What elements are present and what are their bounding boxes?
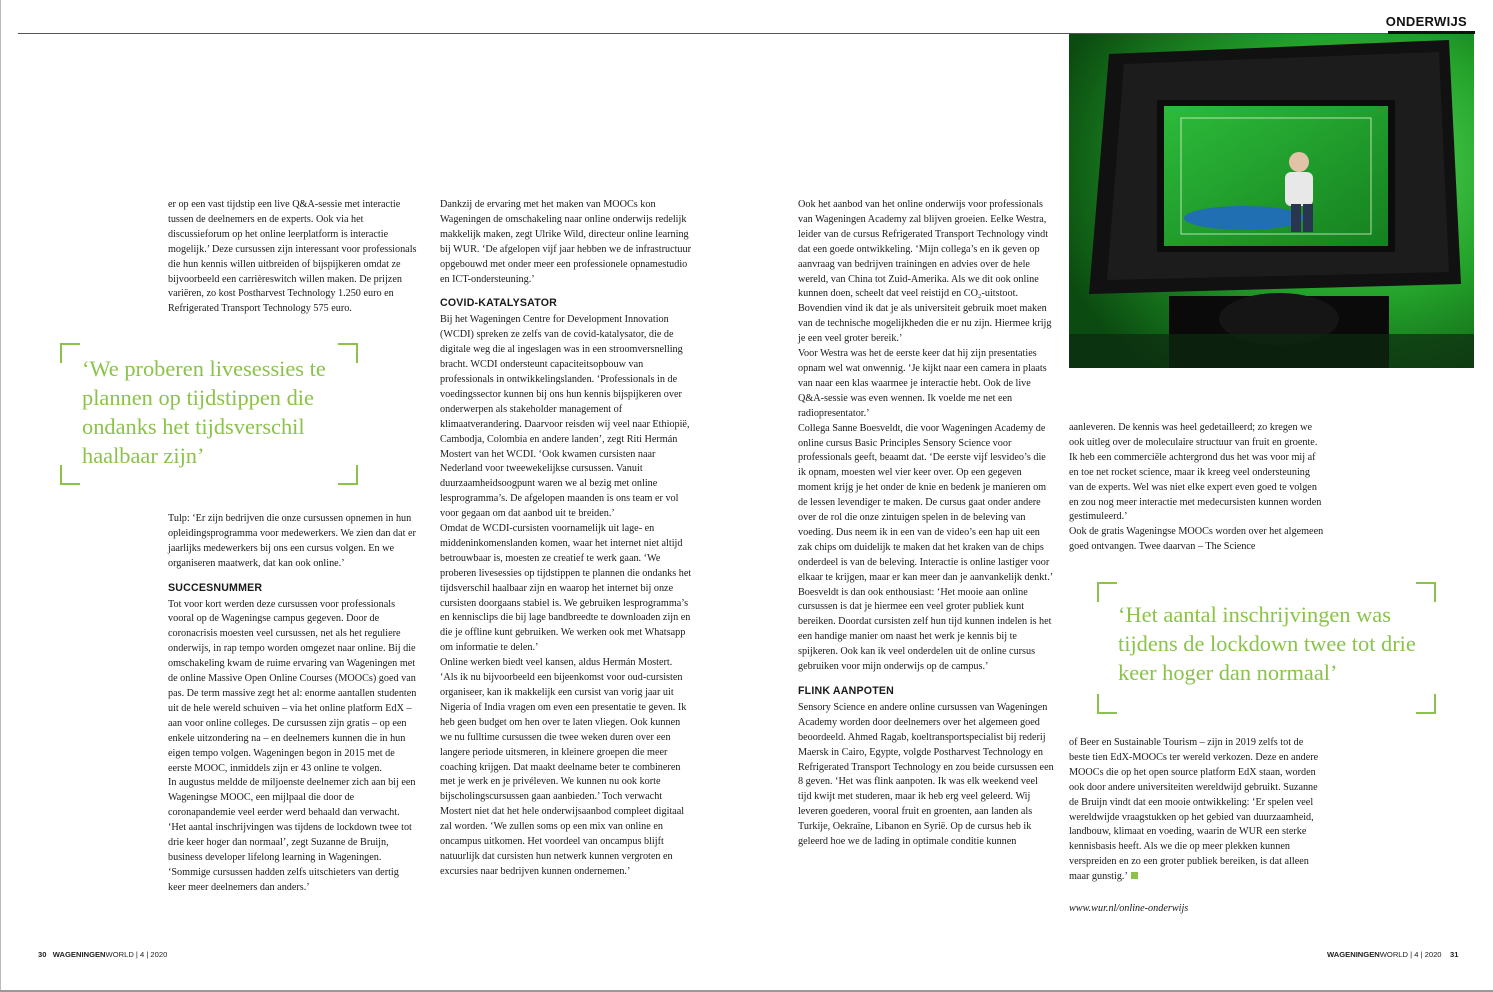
article-url: www.wur.nl/online-onderwijs — [1069, 903, 1189, 914]
paragraph — [1069, 736, 1325, 885]
pullquote-bracket-bottom-left — [60, 465, 80, 485]
page-number: 30 — [38, 950, 47, 959]
paragraph: Collega Sanne Boesveldt, die voor Wageningen Academy de online cursus Basic Principles Sensory Science voor professionals geeft, beaamt dat. ‘De eerste vijf lesvideo’s die ik opnam, moesten wel vier keer over. Op een gegeven moment krijg je het onder de knie en bedenk je manieren om de lessen levendiger te maken. De cursus gaat onder andere over de rol die onze zintuigen spelen in de beleving van voeding. Dus neem ik in een van de video’s een hap uit een zak chips om duidelijk te maken dat het kraken van de chips onderdeel is van de beleving. Interactie is online lastiger voor elkaar te krijgen, maar er kan meer dan je aanvankelijk denkt.’ — [798, 422, 1054, 583]
column-4-top — [1069, 421, 1325, 555]
issue: | 4 | 2020 — [1408, 950, 1442, 959]
magazine-name: WAGENINGEN — [52, 950, 106, 959]
paragraph: Tulp: ‘Er zijn bedrijven die onze cursussen opnemen in hun opleidingsprogramma voor medewerkers. We zien dan dat er jaarlijks medewerkers bij ons een cursus volgen. En we organiseren maatwerk, dat kan ook online.’ — [168, 513, 416, 569]
footer-left — [38, 950, 167, 959]
paragraph: Boesveldt is dan ook enthousiast: ‘Het mooie aan online cursussen is dat je hiermee een veel groter publiek kunt bereiken. Doordat cursisten zelf hun tijd kunnen indelen is het een handige manier om naast het werk je kennis bij te spijkeren. Ook kan ik veel onderdelen uit de online cursus gebruiken voor mijn onderwijs op de campus.’ — [798, 586, 1052, 673]
paragraph: er op een vast tijdstip een live Q&A-sessie met interactie tussen de deelnemers en de experts. Ook via het discussieforum op het online leerplatform is interactie mogelijk.’ Deze cursussen zijn interessant voor professionals die hun kennis willen uitbreiden of bijspijkeren omdat ze bijvoorbeeld een carrièreswitch willen maken. De prijzen variëren, zo kost Postharvest Technology 1.250 euro en Refrigerated Transport Technology 575 euro. — [168, 199, 417, 315]
spread-border-left — [0, 0, 1, 992]
column-3 — [798, 198, 1054, 850]
pullquote-2: ‘Het aantal inschrijvingen was tijdens de lockdown twee tot drie keer hoger dan normaal’ — [1118, 602, 1416, 685]
magazine-name-suffix: WORLD — [1379, 950, 1409, 959]
end-mark-icon — [1131, 872, 1138, 879]
pullquote-bracket-top-right — [1416, 582, 1436, 602]
pullquote-bracket-bottom-left — [1097, 694, 1117, 714]
paragraph: In augustus meldde de miljoenste deelnemer zich aan bij een Wageningse MOOC, een mijlpaal die door de coronapandemie veel eerder werd behaald dan verwacht. ‘Het aantal inschrijvingen was tijdens de lockdown twee tot drie keer hoger dan normaal’, zegt Suzanne de Bruijn, business developer lifelong learning in Wageningen. ‘Sommige cursussen hadden zelfs uitschieters van dertig keer meer deelnemers dan anders.’ — [168, 777, 416, 893]
magazine-name-suffix: WORLD — [105, 950, 134, 959]
column-4-bottom — [1069, 736, 1325, 885]
studio-camera-photo — [1069, 34, 1474, 368]
subheading-flink-aanpoten: FLINK AANPOTEN — [798, 685, 894, 697]
column-1-bottom — [168, 512, 418, 896]
paragraph: Ook de gratis Wageningse MOOCs worden over het algemeen goed ontvangen. Twee daarvan – The Science — [1069, 526, 1324, 553]
paragraph: Sensory Science en andere online cursussen van Wageningen Academy worden door deelnemers over het algemeen goed beoordeeld. Ahmed Ragab, koeltransportspecialist bij rederij Maersk in Cairo, Egypte, volgde Postharvest Technology en Refrigerated Transport Technology en zou beide cursussen een 8 geven. ‘Het was flink aanpoten. Ik was elk weekend veel tijd kwijt met studeren, maar ik heb erg veel geleerd. Wij leveren goederen, vooral fruit en groenten, aan landen als Turkije, Oekraïne, Libanon en Syrië. Op de cursus heb ik geleerd hoe we de lading in optimale conditie kunnen — [798, 701, 1054, 848]
pullquote-bracket-top-left — [60, 343, 80, 363]
paragraph-text: of Beer en Sustainable Tourism – zijn in 2019 zelfs tot de beste tien EdX-MOOCs ter wereld verkozen. Deze en andere MOOCs die op het open source platform EdX staan, worden ook door andere universiteiten wereldwijd gebruikt. Suzanne de Bruijn vindt dat een mooie ontwikkeling: ‘Er spelen veel wereldwijde vraagstukken op het gebied van duurzaamheid, landbouw, klimaat en voeding, waarin de WUR een sterke kennisbasis heeft. Als we die op meer plekken kunnen verspreiden en zo een groter publiek bereiken, is dat alleen maar gunstig.’ — [1069, 737, 1319, 883]
pullquote-bracket-top-left — [1097, 582, 1117, 602]
paragraph: Tot voor kort werden deze cursussen voor professionals vooral op de Wageningse campus gegeven. Door de coronacrisis moesten veel cursussen, net als het reguliere onderwijs, in rap tempo worden omgezet naar online. Bij die omschakeling kwam de ruime ervaring van Wageningen met de online Massive Open Online Courses (MOOCs) goed van pas. De term massive zegt het al: enorme aantallen studenten uit de hele wereld schuiven – via het online platform EdX – aan voor online colleges. De cursussen zijn gratis – op een enkele uitzondering na – en deelnemers kunnen die in hun eigen tempo volgen. Wageningen begon in 2015 met de eerste MOOC, inmiddels zijn er 43 online te volgen. — [168, 598, 417, 774]
subheading-succesnummer: SUCCESNUMMER — [168, 581, 263, 594]
paragraph: Dankzij de ervaring met het maken van MOOCs kon Wageningen de omschakeling naar online onderwijs redelijk makkelijk maken, zegt Ulrike Wild, directeur online learning bij WUR. ‘De afgelopen vijf jaar hebben we de infrastructuur opgebouwd met onder meer een professionele opnamestudio en ICT-ondersteuning.’ — [440, 199, 692, 285]
camera-monitor-illustration — [1069, 34, 1474, 368]
paragraph: Omdat de WCDI-cursisten voornamelijk uit lage- en middeninkomenslanden komen, waar het internet niet altijd betrouwbaar is, moesten ze creatief te werk gaan. ‘We proberen livesessies op tijdstippen te plannen die ondanks het tijdsverschil haalbaar zijn en waarop het internet bij onze cursisten doorgaans stabiel is. We gebruiken lesprogramma’s en kennisclips die bij lage bandbreedte te downloaden zijn en die je offline kunt gebruiken. We werken ook met Whatsapp om informatie te delen.’ — [440, 523, 692, 654]
paragraph: Ook het aanbod van het online onderwijs voor professionals van Wageningen Academy zal blijven groeien. Eelke Westra, leider van de cursus Refrigerated Transport Technology vindt dat een goede ontwikkeling. ‘Mijn collega’s en ik geven op aanvraag van bedrijven trainingen en advies over de hele wereld, van China tot Zuid-Amerika. Als we dit ook online kunnen doen, scheelt dat veel reistijd en CO₂-uitstoot. Bovendien vind ik dat je als universiteit gebruik moet maken van de technische mogelijkheden die er nu zijn. Hiermee krijg je een veel groter bereik.’ — [798, 199, 1052, 345]
footer-right — [1327, 950, 1458, 959]
magazine-name: WAGENINGEN — [1327, 950, 1380, 959]
paragraph: Online werken biedt veel kansen, aldus Hermán Mostert. ‘Als ik nu bijvoorbeeld een bijeenkomst voor oud-cursisten organiseer, kan ik makkelijk een cursist van vorig jaar uit Nigeria of India vragen om even een presentatie te geven. Ik heb geen budget om hen over te laten vliegen. Ook kunnen we nu fulltime cursussen die twee weken duren over een langere periode uitsmeren, in kleinere groepen die meer coaching krijgen. Dat maakt deelname beter te combineren met je werk en je privéleven. We kunnen nu ook korte bijscholingscursussen gaan aanbieden.’ Toch verwacht Mostert niet dat het hele onderwijsaanbod compleet digitaal zal worden. ‘We zullen soms op een mix van online en oncampus uitkomen. Het voordeel van oncampus blijft natuurlijk dat cursisten hun netwerk kunnen vergroten en excursies naar bedrijven kunnen ondernemen.’ — [440, 657, 687, 877]
subheading-covid-katalysator: COVID-KATALYSATOR — [440, 297, 557, 310]
paragraph: aanleveren. De kennis was heel gedetailleerd; zo kregen we ook uitleg over de moleculaire structuur van fruit en groente. Ik heb een commerciële achtergrond dus het was voor mij af en toe net rocket science, maar ik kreeg veel ondersteuning van de experts. Wel was niet elke expert even goed te volgen en zou nog meer interactie met medecursisten kunnen worden gestimuleerd.’ — [1069, 422, 1322, 523]
page-number: 31 — [1449, 950, 1459, 959]
paragraph: Voor Westra was het de eerste keer dat hij zijn presentaties opnam wel wat onwennig. ‘Je kijkt naar een camera in plaats van naar een klas waarmee je interactie hebt. Ook de live Q&A-sessie was even wennen. Ik voelde me net een radiopresentator.’ — [798, 348, 1047, 419]
paragraph: Bij het Wageningen Centre for Development Innovation (WCDI) spreken ze zelfs van de covid-katalysator, die de digitale weg die al ingeslagen was in een stroomversnelling bracht. WCDI ondersteunt capaciteitsopbouw van professionals in ontwikkelingslanden. ‘Professionals in de voedingssector kunnen bij ons hun kennis bijspijkeren over onderwerpen als stakeholder management of klimaatverandering. Daarvoor reisden wij veel naar Ethiopië, Cambodja, Colombia en andere landen’, zegt Riti Hermán Mostert van het WCDI. ‘Ook kwamen cursisten naar Nederland voor tweewekelijkse cursussen. Vanuit duurzaamheidsoogpunt waren we al bezig met online lesprogramma’s. De afgelopen maanden is ons team er vol voor gegaan om dat aanbod uit te breiden.’ — [440, 314, 690, 520]
pullquote-1: ‘We proberen livesessies te plannen op tijdstippen die ondanks het tijdsverschil haalbaar zijn’ — [82, 356, 326, 468]
column-2 — [440, 198, 692, 880]
column-1-top — [168, 198, 418, 317]
section-label: ONDERWIJS — [1385, 14, 1467, 29]
pullquote-bracket-bottom-right — [1416, 694, 1436, 714]
issue: | 4 | 2020 — [133, 950, 168, 959]
